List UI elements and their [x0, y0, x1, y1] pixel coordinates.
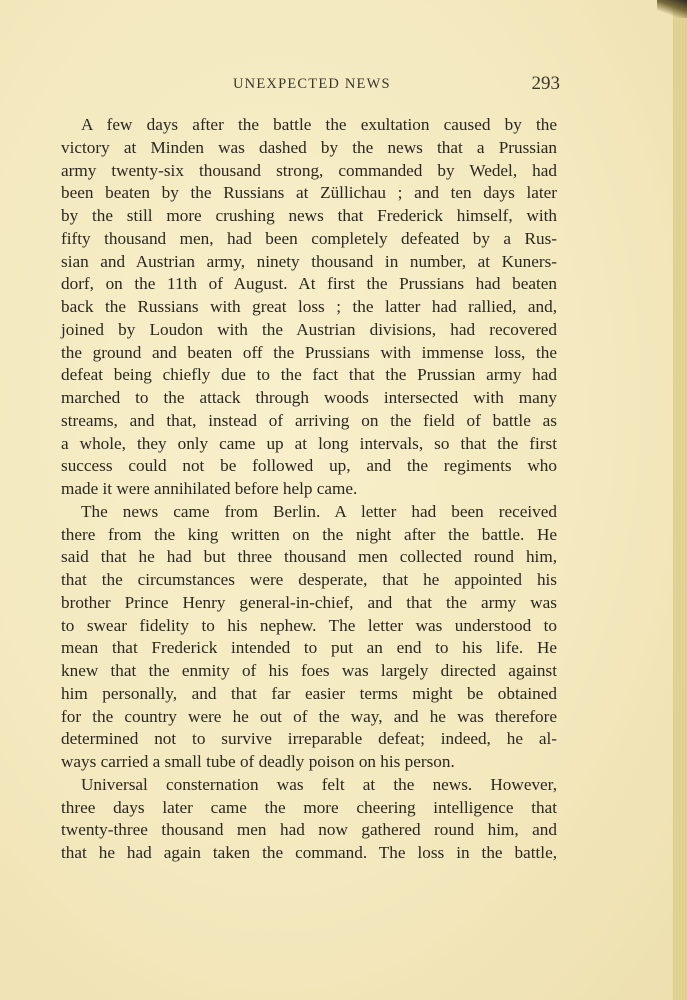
text-line: said that he had but three thousand men collected round him,: [61, 547, 557, 567]
text-line: three days later came the more cheering intelligence that: [61, 797, 557, 817]
text-line: sian and Austrian army, ninety thousand in number, at Kuners-: [61, 251, 557, 271]
running-title: UNEXPECTED NEWS: [233, 76, 391, 92]
text-line: there from the king written on the night after the battle. He: [61, 524, 557, 544]
text-line: defeat being chiefly due to the fact that the Prussian army had: [61, 365, 557, 385]
text-line: success could not be followed up, and the regiments who: [61, 456, 557, 476]
text-line: victory at Minden was dashed by the news that a Prussian: [61, 137, 557, 157]
text-line: brother Prince Henry general-in-chief, and that the army was: [61, 592, 557, 612]
running-head: [80, 73, 560, 96]
text-line: joined by Loudon with the Austrian divisions, had recovered: [61, 319, 557, 339]
text-line: ways carried a small tube of deadly poison on his person.: [61, 752, 455, 771]
text-line: for the country were he out of the way, and he was therefore: [61, 706, 557, 726]
text-line: been beaten by the Russians at Züllichau ; and ten days later: [61, 183, 557, 203]
page-corner-shadow: [657, 0, 687, 18]
text-line: that the circumstances were desperate, that he appointed his: [61, 570, 557, 589]
text-line: A few days after the battle the exultation caused by the: [81, 115, 557, 134]
text-line: that he had again taken the command. The loss in the battle,: [61, 843, 557, 862]
text-line: marched to the attack through woods intersected with many: [61, 388, 557, 407]
text-line: back the Russians with great loss ; the latter had rallied, and,: [61, 297, 557, 316]
body-text: [61, 114, 557, 865]
text-line: made it were annihilated before help came.: [61, 479, 358, 498]
page-number: 293: [531, 73, 560, 94]
text-line: a whole, they only came up at long intervals, so that the first: [61, 433, 557, 453]
text-line: army twenty-six thousand strong, commanded by Wedel, had: [61, 160, 557, 180]
text-line: to swear fidelity to his nephew. The letter was understood to: [61, 615, 557, 635]
text-line: mean that Frederick intended to put an end to his life. He: [61, 638, 557, 658]
text-line: him personally, and that far easier terms might be obtained: [61, 683, 557, 703]
text-line: the ground and beaten off the Prussians with immense loss, the: [61, 342, 557, 362]
text-line: The news came from Berlin. A letter had been received: [81, 501, 557, 521]
text-line: Universal consternation was felt at the news. However,: [81, 774, 557, 794]
text-line: by the still more crushing news that Frederick himself, with: [61, 206, 557, 225]
text-line: knew that the enmity of his foes was largely directed against: [61, 661, 557, 680]
text-line: twenty-three thousand men had now gathered round him, and: [61, 820, 557, 840]
page-edge: [673, 0, 687, 1000]
text-line: determined not to survive irreparable defeat; indeed, he al-: [61, 729, 557, 749]
text-line: dorf, on the 11th of August. At first the Prussians had beaten: [61, 274, 557, 294]
text-line: streams, and that, instead of arriving on the field of battle as: [61, 410, 557, 430]
text-line: fifty thousand men, had been completely defeated by a Rus-: [61, 228, 557, 248]
